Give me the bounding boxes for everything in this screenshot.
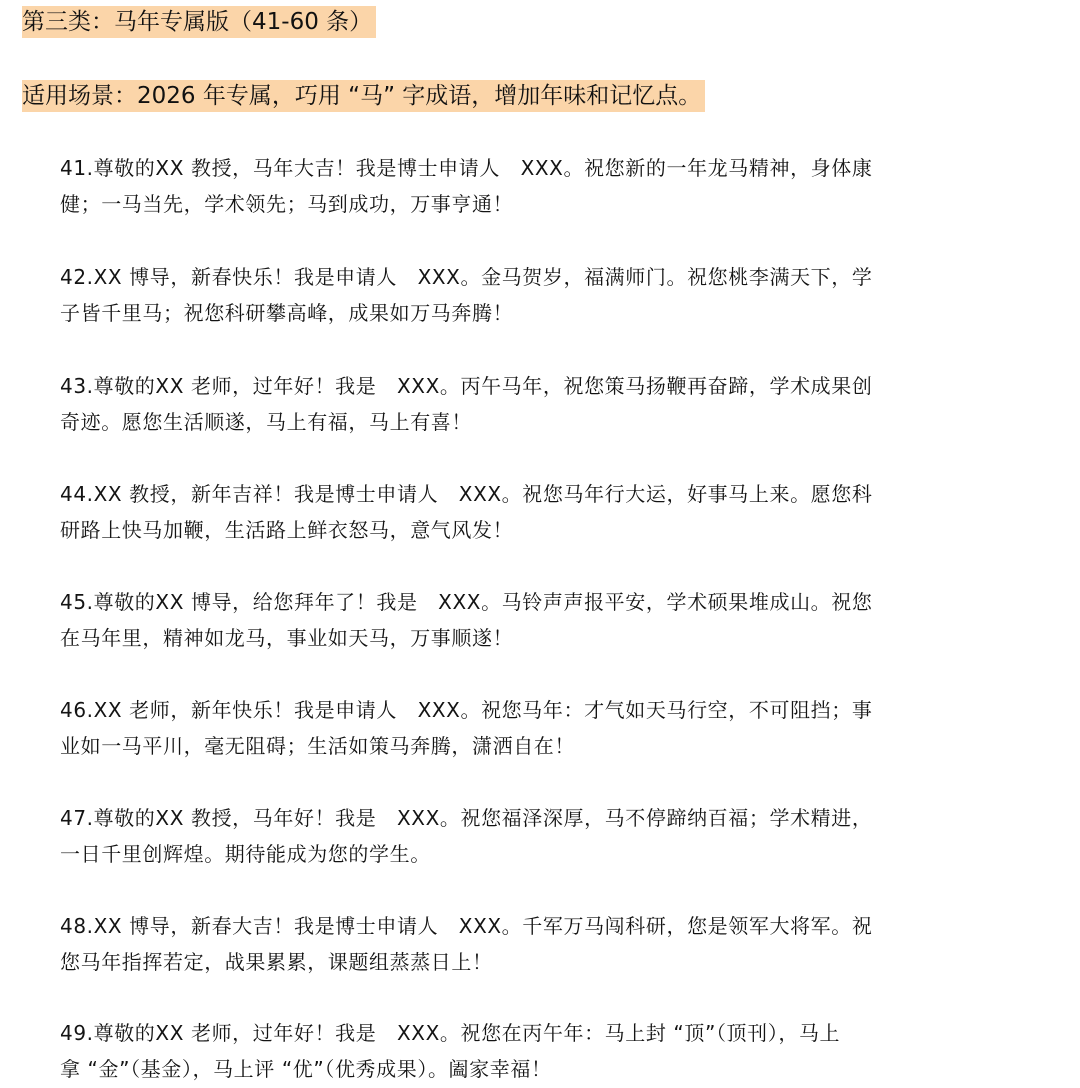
item-line: 奇迹。愿您生活顺遂，马上有福，马上有喜！	[60, 410, 472, 434]
list-item	[60, 150, 960, 222]
item-line: 健；一马当先，学术领先；马到成功，万事亨通！	[60, 192, 514, 216]
list-item	[60, 584, 960, 656]
item-line: 您马年指挥若定，战果累累，课题组蒸蒸日上！	[60, 950, 493, 974]
item-line: 49.尊敬的XX 老师，过年好！我是 XXX。祝您在丙午年：马上封 “顶”（顶刊），马上	[60, 1021, 841, 1045]
item-line: 子皆千里马；祝您科研攀高峰，成果如万马奔腾！	[60, 301, 514, 325]
item-line: 48.XX 博导，新春大吉！我是博士申请人 XXX。千军万马闯科研，您是领军大将军。祝	[60, 914, 873, 938]
item-line: 41.尊敬的XX 教授，马年大吉！我是博士申请人 XXX。祝您新的一年龙马精神，身体康	[60, 156, 873, 180]
item-line: 43.尊敬的XX 老师，过年好！我是 XXX。丙午马年，祝您策马扬鞭再奋蹄，学术成果创	[60, 374, 873, 398]
item-line: 45.尊敬的XX 博导，给您拜年了！我是 XXX。马铃声声报平安，学术硕果堆成山。祝您	[60, 590, 873, 614]
list-item	[60, 1015, 960, 1087]
item-line: 46.XX 老师，新年快乐！我是申请人 XXX。祝您马年：才气如天马行空，不可阻挡；事	[60, 698, 873, 722]
item-line: 44.XX 教授，新年吉祥！我是博士申请人 XXX。祝您马年行大运，好事马上来。愿您科	[60, 482, 873, 506]
list-item	[60, 800, 960, 872]
list-item	[60, 908, 960, 980]
item-line: 拿 “金”（基金），马上评 “优”（优秀成果）。阖家幸福！	[60, 1057, 552, 1081]
item-line: 研路上快马加鞭，生活路上鲜衣怒马，意气风发！	[60, 518, 514, 542]
list-item	[60, 259, 960, 331]
list-item	[60, 476, 960, 548]
item-line: 在马年里，精神如龙马，事业如天马，万事顺遂！	[60, 626, 514, 650]
category-heading: 第三类：马年专属版（41-60 条）	[22, 6, 376, 38]
item-line: 一日千里创辉煌。期待能成为您的学生。	[60, 842, 431, 866]
scenario-line: 适用场景：2026 年专属，巧用 “马” 字成语，增加年味和记忆点。	[22, 80, 705, 112]
list-item	[60, 368, 960, 440]
item-line: 业如一马平川，毫无阻碍；生活如策马奔腾，潇洒自在！	[60, 734, 575, 758]
item-line: 42.XX 博导，新春快乐！我是申请人 XXX。金马贺岁，福满师门。祝您桃李满天下，学	[60, 265, 873, 289]
list-item	[60, 692, 960, 764]
item-line: 47.尊敬的XX 教授，马年好！我是 XXX。祝您福泽深厚，马不停蹄纳百福；学术精进，	[60, 806, 873, 830]
